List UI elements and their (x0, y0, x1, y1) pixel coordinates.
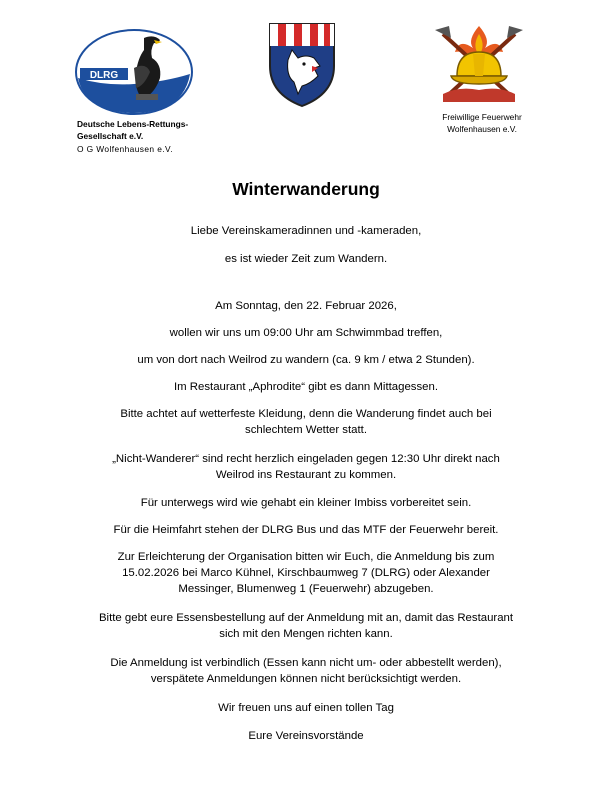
route-line: um von dort nach Weilrod zu wandern (ca. 9 km / etwa 2 Stunden). (137, 354, 475, 366)
feuerwehr-caption-line1: Freiwillige Feuerwehr (442, 112, 522, 122)
binding-paragraph: Die Anmeldung ist verbindlich (Essen kann nicht um- oder abbestellt werden), verspätete Anmeldungen können nicht berücksichtigt werden. (110, 657, 502, 685)
feuerwehr-caption (400, 111, 564, 135)
dlrg-caption-line1: Deutsche Lebens-Rettungs- (77, 119, 189, 129)
page-title: Winterwanderung (232, 179, 380, 199)
intro: es ist wieder Zeit zum Wandern. (224, 253, 388, 265)
feuerwehr-caption-line2: Wolfenhausen e.V. (447, 124, 517, 134)
dlrg-logo (74, 28, 194, 116)
closing-line: Wir freuen uns auf einen tollen Tag (218, 702, 394, 714)
date-line: Am Sonntag, den 22. Februar 2026, (215, 300, 397, 312)
meet-line: wollen wir uns um 09:00 Uhr am Schwimmbad treffen, (169, 327, 443, 339)
registration-paragraph: Zur Erleichterung der Organisation bitten wir Euch, die Anmeldung bis zum 15.02.2026 bei Marco Kühnel, Kirschbaumweg 7 (DLRG) oder Alexander Messinger, Blumenweg 1 (Feuerwehr) abzugeben. (117, 551, 495, 595)
order-paragraph: Bitte gebt eure Essensbestellung auf der Anmeldung mit an, damit das Restaurant sich mit den Mengen richten kann. (98, 612, 514, 640)
greeting: Liebe Vereinskameradinnen und -kameraden, (190, 225, 422, 237)
non-hiker-paragraph: „Nicht-Wanderer“ sind recht herzlich eingeladen gegen 12:30 Uhr direkt nach Weilrod ins Restaurant zu kommen. (112, 453, 500, 481)
clothing-paragraph: Bitte achtet auf wetterfeste Kleidung, denn die Wanderung findet auch bei schlechtem Wetter statt. (120, 408, 492, 436)
snack-line: Für unterwegs wird wie gehabt ein kleiner Imbiss vorbereitet sein. (140, 497, 472, 509)
lunch-line: Im Restaurant „Aphrodite“ gibt es dann Mittagessen. (173, 381, 439, 393)
wolf-coat-of-arms-icon (266, 20, 338, 108)
dlrg-caption-line2: Gesellschaft e.V. (77, 131, 144, 141)
dlrg-og: O G Wolfenhausen e.V. (77, 144, 173, 154)
transport-line: Für die Heimfahrt stehen der DLRG Bus und das MTF der Feuerwehr bereit. (113, 524, 499, 536)
fire-helmet-emblem-icon (433, 24, 525, 104)
dlrg-caption (77, 118, 188, 142)
signature-line: Eure Vereinsvorstände (248, 730, 364, 742)
dlrg-logo-text: DLRG (89, 70, 119, 81)
